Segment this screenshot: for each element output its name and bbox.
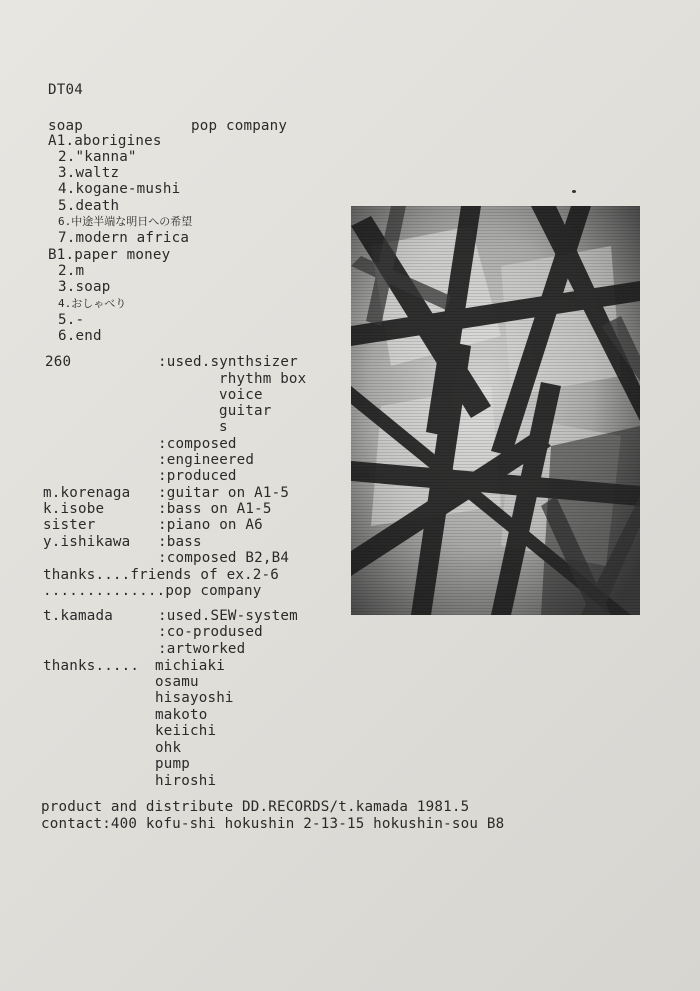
credit-role: :bass on A1-5 (158, 501, 272, 517)
credit-name: m.korenaga (43, 485, 131, 501)
credit-role: :co-prodused (158, 624, 263, 640)
credit-role: :guitar on A1-5 (158, 485, 290, 501)
track-a4: 4.kogane-mushi (58, 181, 181, 197)
track-a2: 2."kanna" (58, 149, 137, 165)
credit-name: y.ishikawa (43, 534, 131, 550)
thanks-name: ohk (155, 740, 182, 756)
track-a7: 7.modern africa (58, 230, 190, 246)
credit-role: :engineered (158, 452, 255, 468)
track-b2: 2.m (58, 263, 85, 279)
credit-name: sister (43, 517, 96, 533)
track-b3: 3.soap (58, 279, 111, 295)
track-a6: 6.中途半端な明日への希望 (58, 215, 193, 228)
credit-role: :produced (158, 468, 237, 484)
credit-role: :composed B2,B4 (158, 550, 290, 566)
dotted-credit-line: ..............pop company (43, 583, 262, 599)
footer-contact: contact:400 kofu-shi hokushin 2-13-15 hokushin-sou B8 (41, 816, 505, 832)
thanks-name: michiaki (155, 658, 225, 674)
thanks-friends: thanks....friends of ex.2-6 (43, 567, 280, 583)
track-b1: B1.paper money (48, 247, 171, 263)
thanks-name: pump (155, 756, 190, 772)
credit-role: :used.SEW-system (158, 608, 298, 624)
footer-distribution: product and distribute DD.RECORDS/t.kamada 1981.5 (41, 799, 470, 815)
credit-name: k.isobe (43, 501, 105, 517)
paper-speck (572, 190, 576, 193)
credit-name-260: 260 (45, 354, 72, 370)
credit-role: :used.synthsizer (158, 354, 298, 370)
credit-role: :composed (158, 436, 237, 452)
thanks-label: thanks..... (43, 658, 140, 674)
album-title: soap (48, 118, 83, 134)
thanks-name: makoto (155, 707, 208, 723)
track-a3: 3.waltz (58, 165, 120, 181)
credit-role: voice (219, 387, 263, 403)
artist-name: pop company (191, 118, 288, 134)
thanks-name: hiroshi (155, 773, 217, 789)
catalog-number: DT04 (48, 82, 83, 98)
thanks-name: hisayoshi (155, 690, 234, 706)
track-b4: 4.おしゃべり (58, 297, 127, 310)
credit-role: guitar (219, 403, 272, 419)
thanks-name: osamu (155, 674, 199, 690)
track-a1: A1.aborigines (48, 133, 162, 149)
track-b5: 5.- (58, 312, 85, 328)
thanks-name: keiichi (155, 723, 217, 739)
cover-photograph (351, 206, 640, 615)
track-a5: 5.death (58, 198, 120, 214)
credit-role: rhythm box (219, 371, 307, 387)
credit-role: :piano on A6 (158, 517, 263, 533)
credit-role: s (219, 419, 228, 435)
credit-role: :bass (158, 534, 202, 550)
credit-name: t.kamada (43, 608, 113, 624)
track-b6: 6.end (58, 328, 102, 344)
credit-role: :artworked (158, 641, 246, 657)
